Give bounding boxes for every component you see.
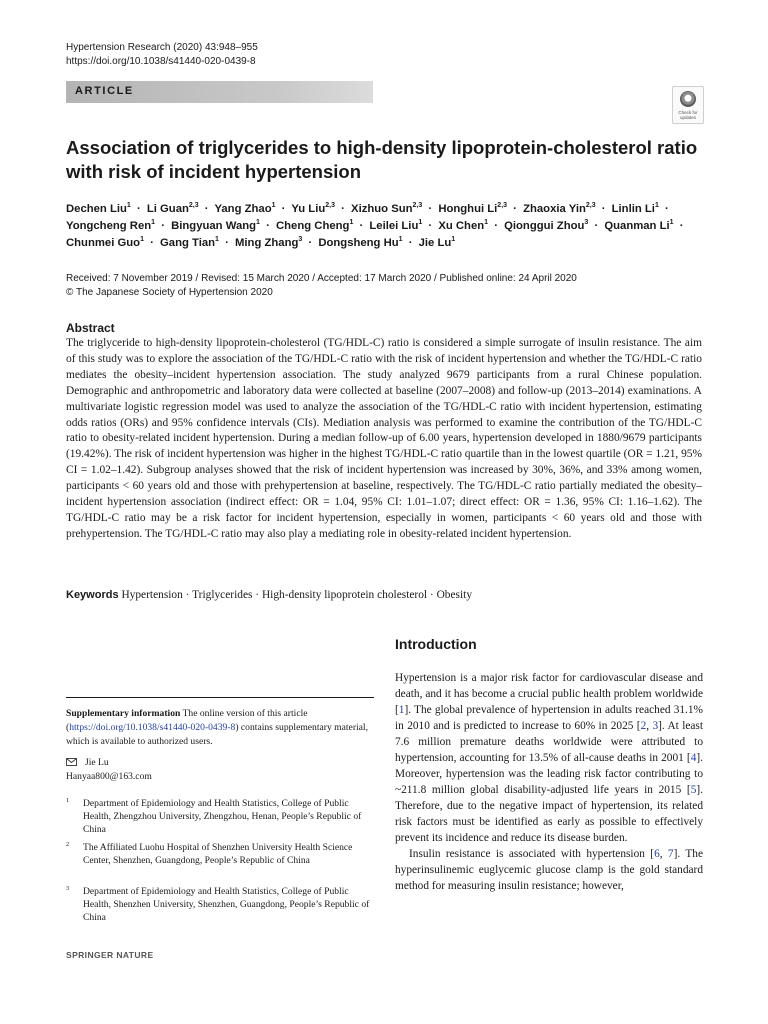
keywords-list: Hypertension · Triglycerides · High-density lipoprotein cholesterol · Obesity	[121, 589, 473, 601]
affiliation-number: 2	[66, 841, 70, 848]
author-name[interactable]: Cheng Cheng	[276, 220, 350, 232]
author-affiliation-marker: 2,3	[188, 202, 199, 210]
keywords	[66, 588, 702, 603]
author-separator: ·	[664, 203, 669, 215]
author-separator: ·	[601, 203, 606, 215]
citation-link[interactable]: 6	[654, 848, 660, 860]
author-separator: ·	[408, 237, 413, 249]
copyright-line: © The Japanese Society of Hypertension 2020	[66, 287, 273, 298]
citation-link[interactable]: 7	[667, 848, 674, 860]
affiliation-number: 1	[66, 797, 70, 804]
author-name[interactable]: Linlin Li	[611, 203, 655, 215]
author-affiliation-marker: 2,3	[497, 202, 508, 210]
footnote-divider	[66, 697, 374, 698]
author-name[interactable]: Li Guan	[146, 203, 189, 215]
doi-link[interactable]: https://doi.org/10.1038/s41440-020-0439-8	[66, 56, 256, 67]
author-affiliation-marker: 3	[584, 219, 589, 227]
author-name[interactable]: Ming Zhang	[235, 237, 299, 249]
author-name[interactable]: Yang Zhao	[214, 203, 272, 215]
author-affiliation-marker: 1	[271, 202, 276, 210]
journal-citation: Hypertension Research (2020) 43:948–955	[66, 42, 258, 53]
envelope-icon	[66, 758, 77, 766]
author-name[interactable]: Jie Lu	[418, 237, 452, 249]
keyword-item[interactable]: Obesity	[436, 589, 473, 601]
author-separator: ·	[494, 220, 498, 232]
supplementary-link[interactable]: https://doi.org/10.1038/s41440-020-0439-8	[69, 721, 236, 733]
citation-link[interactable]: 4	[690, 752, 697, 764]
author-name[interactable]: Dechen Liu	[66, 203, 127, 215]
keywords-label: Keywords	[66, 589, 119, 601]
author-name[interactable]: Qionggui Zhou	[504, 220, 585, 232]
author-affiliation-marker: 1	[151, 219, 156, 227]
citation-link[interactable]: 5	[690, 784, 697, 796]
author-separator: ·	[428, 203, 433, 215]
author-name[interactable]: Honghui Li	[438, 203, 498, 215]
author-separator: ·	[594, 220, 599, 232]
author-separator: ·	[161, 220, 165, 232]
author-affiliation-marker: 3	[298, 236, 303, 244]
author-separator: ·	[513, 203, 517, 215]
author-affiliation-marker: 1	[484, 219, 489, 227]
intro-paragraph-2: Insulin resistance is associated with hypertension [6, 7]. The hyperinsulinemic euglycemic glucose clamp is the gold standard method for measuring insulin resistance; however,	[395, 848, 703, 892]
author-separator: ·	[281, 203, 286, 215]
affiliation-number: 3	[66, 885, 70, 892]
author-list	[66, 201, 716, 252]
author-name[interactable]: Yongcheng Ren	[66, 220, 152, 232]
author-affiliation-marker: 1	[398, 236, 403, 244]
citation-link[interactable]: 1	[398, 704, 405, 716]
abstract-heading: Abstract	[66, 321, 115, 335]
check-updates-icon	[680, 91, 696, 107]
author-affiliation-marker: 2,3	[325, 202, 335, 210]
author-name[interactable]: Chunmei Guo	[66, 237, 141, 249]
author-affiliation-marker: 1	[418, 219, 423, 227]
supplementary-label: Supplementary information	[66, 708, 181, 719]
author-affiliation-marker: 1	[215, 236, 219, 244]
contact-email[interactable]: Hanyaa800@163.com	[66, 770, 152, 782]
author-separator: ·	[136, 203, 141, 215]
introduction-body	[395, 670, 703, 894]
author-name[interactable]: Leilei Liu	[369, 220, 419, 232]
author-separator: ·	[266, 220, 270, 232]
corresponding-author	[66, 756, 152, 784]
author-separator: ·	[359, 220, 364, 232]
author-affiliation-marker: 2,3	[412, 202, 423, 210]
check-for-updates-button[interactable]	[672, 86, 704, 124]
publisher-logo: SPRINGER NATURE	[66, 950, 154, 960]
article-type-label: ARTICLE	[75, 85, 134, 97]
author-name[interactable]: Xizhuo Sun	[351, 203, 413, 215]
author-name[interactable]: Zhaoxia Yin	[523, 203, 586, 215]
author-affiliation-marker: 1	[256, 219, 260, 227]
author-separator: ·	[428, 220, 433, 232]
author-affiliation-marker: 1	[126, 202, 131, 210]
keyword-item[interactable]: High-density lipoprotein cholesterol	[261, 589, 428, 601]
author-affiliation-marker: 1	[669, 219, 674, 227]
author-name[interactable]: Yu Liu	[291, 203, 326, 215]
publication-dates	[66, 272, 706, 300]
author-affiliation-marker: 1	[654, 202, 659, 210]
author-affiliation-marker: 1	[349, 219, 354, 227]
author-separator: ·	[679, 220, 684, 232]
article-title: Association of triglycerides to high-density lipoprotein-cholesterol ratio with risk of incident hypertension	[66, 137, 698, 182]
author-affiliation-marker: 2,3	[585, 202, 596, 210]
intro-paragraph-1: Hypertension is a major risk factor for cardiovascular disease and death, and it has become a crucial public health problem worldwide [1]. The global prevalence of hypertension in adults reached 31.1% in 2010 and is predicted to increase to 60% in 2025 [2, 3]. At least 7.6 million premature deaths worldwide were attributed to hypertension, accounting for 13.5% of all-cause deaths in 2001 [4]. Moreover, hypertension was the leading risk factor contributing to ~211.8 million global disability-adjusted life years in 2015 [5]. Therefore, due to the negative impact of hypertension, its related risk factors must be identified as early as possible to effectively prevent its incidence and reduce its disease burden.	[395, 672, 703, 844]
contact-name: Jie Lu	[85, 757, 109, 768]
citation-link[interactable]: 3	[652, 720, 659, 732]
author-separator: ·	[225, 237, 229, 249]
author-affiliation-marker: 1	[451, 236, 456, 244]
author-separator: ·	[341, 203, 345, 215]
affiliation-text: The Affiliated Luohu Hospital of Shenzhen University Health Science Center, Shenzhen, Guangdong, People’s Republic of China	[83, 842, 353, 867]
article-type-band	[66, 81, 373, 103]
author-affiliation-marker: 1	[140, 236, 144, 244]
citation-link[interactable]: 2	[640, 720, 647, 732]
author-name[interactable]: Bingyuan Wang	[171, 220, 257, 232]
affiliation-text: Department of Epidemiology and Health Statistics, College of Public Health, Shenzhen University, Shenzhen, Guangdong, People’s Republic of China	[83, 886, 370, 924]
author-name[interactable]: Dongsheng Hu	[318, 237, 399, 249]
author-separator: ·	[308, 237, 313, 249]
author-name[interactable]: Xu Chen	[438, 220, 485, 232]
introduction-heading: Introduction	[395, 636, 477, 652]
author-name[interactable]: Gang Tian	[160, 237, 216, 249]
author-name[interactable]: Quanman Li	[604, 220, 670, 232]
keyword-item[interactable]: Hypertension	[121, 589, 183, 601]
history-dates: Received: 7 November 2019 / Revised: 15 March 2020 / Accepted: 17 March 2020 / Published online: 24 April 2020	[66, 273, 577, 284]
author-separator: ·	[150, 237, 154, 249]
author-separator: ·	[204, 203, 209, 215]
keyword-item[interactable]: Triglycerides	[192, 589, 253, 601]
abstract-body: The triglyceride to high-density lipoprotein-cholesterol (TG/HDL-C) ratio is considered a simple surrogate of insulin resistance. The aim of this study was to explore the association of the TG/HDL-C ratio with the risk of incident hypertension and whether the TG/HDL-C ratio mediates the obesity–incident hypertension association. The study analyzed 9679 participants from a rural Chinese population. Demographic and anthropometric and laboratory data were collected at baseline (2007–2008) and follow-up (2013–2014) examinations. A multivariate logistic regression model was used to analyze the association of the TG/HDL-C ratio with incident hypertension, estimating odds ratios (ORs) and 95% confidence intervals (CIs). Mediation analysis was performed to examine the contribution of the TG/HDL-C ratio to obesity-related incident hypertension. During a median follow-up of 6.00 years, hypertension developed in 1880/9679 participants (19.42%). The risk of incident hypertension was higher in the highest TG/HDL-C ratio quartile than in the lowest quartile (OR = 1.21, 95% CI = 1.02–1.42). Subgroup analyses showed that the risk of incident hypertension was increased by 30%, 36%, and 33% among women, participants < 60 years old and those with prehypertension at baseline, respectively. The TG/HDL-C ratio partially mediated the obesity–incident hypertension association (indirect effect: OR = 1.04, 95% CI: 1.01–1.07; direct effect: OR = 1.36, 95% CI: 1.16–1.62). The TG/HDL-C ratio may be a risk factor for incident hypertension, especially in women, participants < 60 years old and those with prehypertension. The TG/HDL-C ratio may also play a mediating role in obesity-related incident hypertension.	[66, 337, 702, 540]
journal-reference	[66, 41, 258, 69]
supplementary-information: Supplementary information The online version of this article (https://doi.org/10.1038/s41440-020-0439-8) contains supplementary material, which is available to authorized users.	[66, 708, 368, 747]
affiliation-text: Department of Epidemiology and Health Statistics, College of Public Health, Zhengzhou University, Zhengzhou, Henan, People’s Republic of China	[83, 798, 362, 836]
check-updates-text: Check for updates	[678, 110, 698, 120]
